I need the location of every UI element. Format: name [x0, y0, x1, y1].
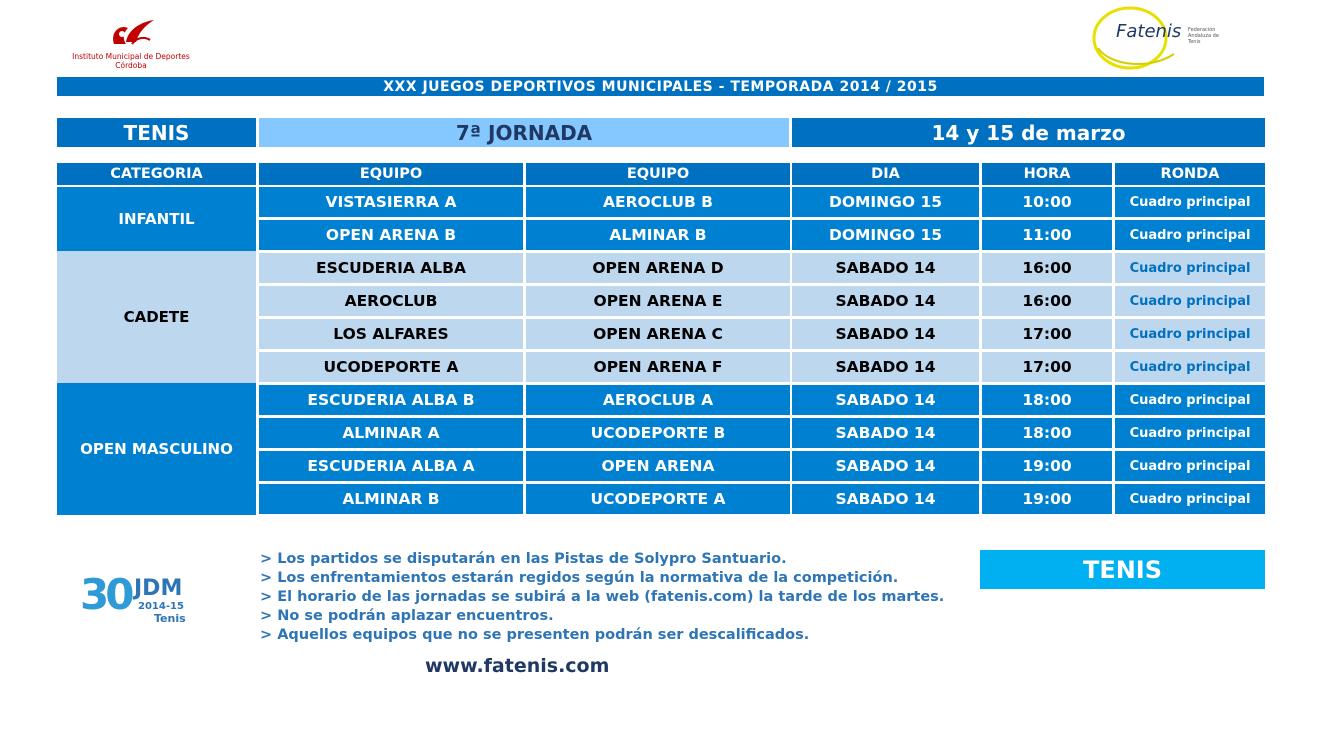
team-away-cell: OPEN ARENA E [526, 286, 790, 316]
round-cell: Cuadro principal [1115, 418, 1265, 448]
team-home-cell: ESCUDERIA ALBA [259, 253, 523, 283]
imd-logo [70, 18, 192, 70]
fatenis-logo [1090, 4, 1230, 70]
team-home-cell: ESCUDERIA ALBA A [259, 451, 523, 481]
time-cell: 11:00 [982, 220, 1112, 250]
column-header: EQUIPO [526, 163, 790, 185]
time-cell: 17:00 [982, 352, 1112, 382]
team-away-cell: AEROCLUB A [526, 385, 790, 415]
sport-heading: TENIS [57, 118, 256, 147]
day-cell: SABADO 14 [792, 253, 979, 283]
team-home-cell: VISTASIERRA A [259, 187, 523, 217]
time-cell: 10:00 [982, 187, 1112, 217]
day-cell: SABADO 14 [792, 418, 979, 448]
fatenis-tagline: Federación Andaluza de Tenis [1188, 27, 1219, 45]
jornada-heading: 7ª JORNADA [259, 118, 789, 147]
team-home-cell: UCODEPORTE A [259, 352, 523, 382]
dates-heading: 14 y 15 de marzo [792, 118, 1265, 147]
team-away-cell: OPEN ARENA F [526, 352, 790, 382]
category-cell: INFANTIL [57, 187, 256, 251]
time-cell: 16:00 [982, 286, 1112, 316]
round-cell: Cuadro principal [1115, 319, 1265, 349]
team-home-cell: ESCUDERIA ALBA B [259, 385, 523, 415]
jdm-logo [80, 572, 200, 628]
note-item: > El horario de las jornadas se subirá a la web (fatenis.com) la tarde de los martes. [260, 589, 945, 605]
column-header: DIA [792, 163, 979, 185]
team-away-cell: OPEN ARENA C [526, 319, 790, 349]
imd-city: Córdoba [115, 61, 147, 70]
note-item: > Los partidos se disputarán en las Pistas de Solypro Santuario. [260, 551, 787, 567]
team-away-cell: UCODEPORTE A [526, 484, 790, 514]
day-cell: SABADO 14 [792, 385, 979, 415]
team-away-cell: ALMINAR B [526, 220, 790, 250]
round-cell: Cuadro principal [1115, 352, 1265, 382]
day-cell: SABADO 14 [792, 286, 979, 316]
title-bar: XXX JUEGOS DEPORTIVOS MUNICIPALES - TEMPORADA 2014 / 2015 [57, 77, 1264, 96]
team-home-cell: ALMINAR A [259, 418, 523, 448]
imd-name: Instituto Municipal de Deportes [72, 52, 190, 61]
day-cell: SABADO 14 [792, 484, 979, 514]
day-cell: DOMINGO 15 [792, 187, 979, 217]
column-header: EQUIPO [259, 163, 523, 185]
jdm-letters: JDM [134, 576, 183, 601]
time-cell: 16:00 [982, 253, 1112, 283]
website-link[interactable]: www.fatenis.com [425, 655, 610, 677]
category-cell: OPEN MASCULINO [57, 383, 256, 515]
fatenis-wordmark: Fatenis [1116, 21, 1182, 42]
time-cell: 19:00 [982, 484, 1112, 514]
round-cell: Cuadro principal [1115, 286, 1265, 316]
column-header: HORA [982, 163, 1112, 185]
team-home-cell: ALMINAR B [259, 484, 523, 514]
column-header: CATEGORIA [57, 163, 256, 185]
round-cell: Cuadro principal [1115, 253, 1265, 283]
note-item: > Los enfrentamientos estarán regidos según la normativa de la competición. [260, 570, 899, 586]
team-away-cell: AEROCLUB B [526, 187, 790, 217]
round-cell: Cuadro principal [1115, 451, 1265, 481]
jdm-number: 30 [80, 570, 131, 619]
team-home-cell: AEROCLUB [259, 286, 523, 316]
category-cell: CADETE [57, 251, 256, 383]
team-away-cell: UCODEPORTE B [526, 418, 790, 448]
round-cell: Cuadro principal [1115, 187, 1265, 217]
team-home-cell: LOS ALFARES [259, 319, 523, 349]
jdm-sport: Tenis [154, 612, 186, 625]
notes-list [260, 550, 944, 645]
imd-emblem-icon [70, 18, 192, 48]
day-cell: SABADO 14 [792, 319, 979, 349]
team-away-cell: OPEN ARENA [526, 451, 790, 481]
day-cell: DOMINGO 15 [792, 220, 979, 250]
time-cell: 17:00 [982, 319, 1112, 349]
team-home-cell: OPEN ARENA B [259, 220, 523, 250]
round-cell: Cuadro principal [1115, 220, 1265, 250]
day-cell: SABADO 14 [792, 451, 979, 481]
footer-sport-badge: TENIS [980, 550, 1265, 589]
time-cell: 19:00 [982, 451, 1112, 481]
note-item: > No se podrán aplazar encuentros. [260, 608, 554, 624]
round-cell: Cuadro principal [1115, 385, 1265, 415]
time-cell: 18:00 [982, 385, 1112, 415]
day-cell: SABADO 14 [792, 352, 979, 382]
team-away-cell: OPEN ARENA D [526, 253, 790, 283]
column-header: RONDA [1115, 163, 1265, 185]
round-cell: Cuadro principal [1115, 484, 1265, 514]
time-cell: 18:00 [982, 418, 1112, 448]
jdm-season: 2014-15 [138, 601, 184, 612]
note-item: > Aquellos equipos que no se presenten podrán ser descalificados. [260, 627, 810, 643]
